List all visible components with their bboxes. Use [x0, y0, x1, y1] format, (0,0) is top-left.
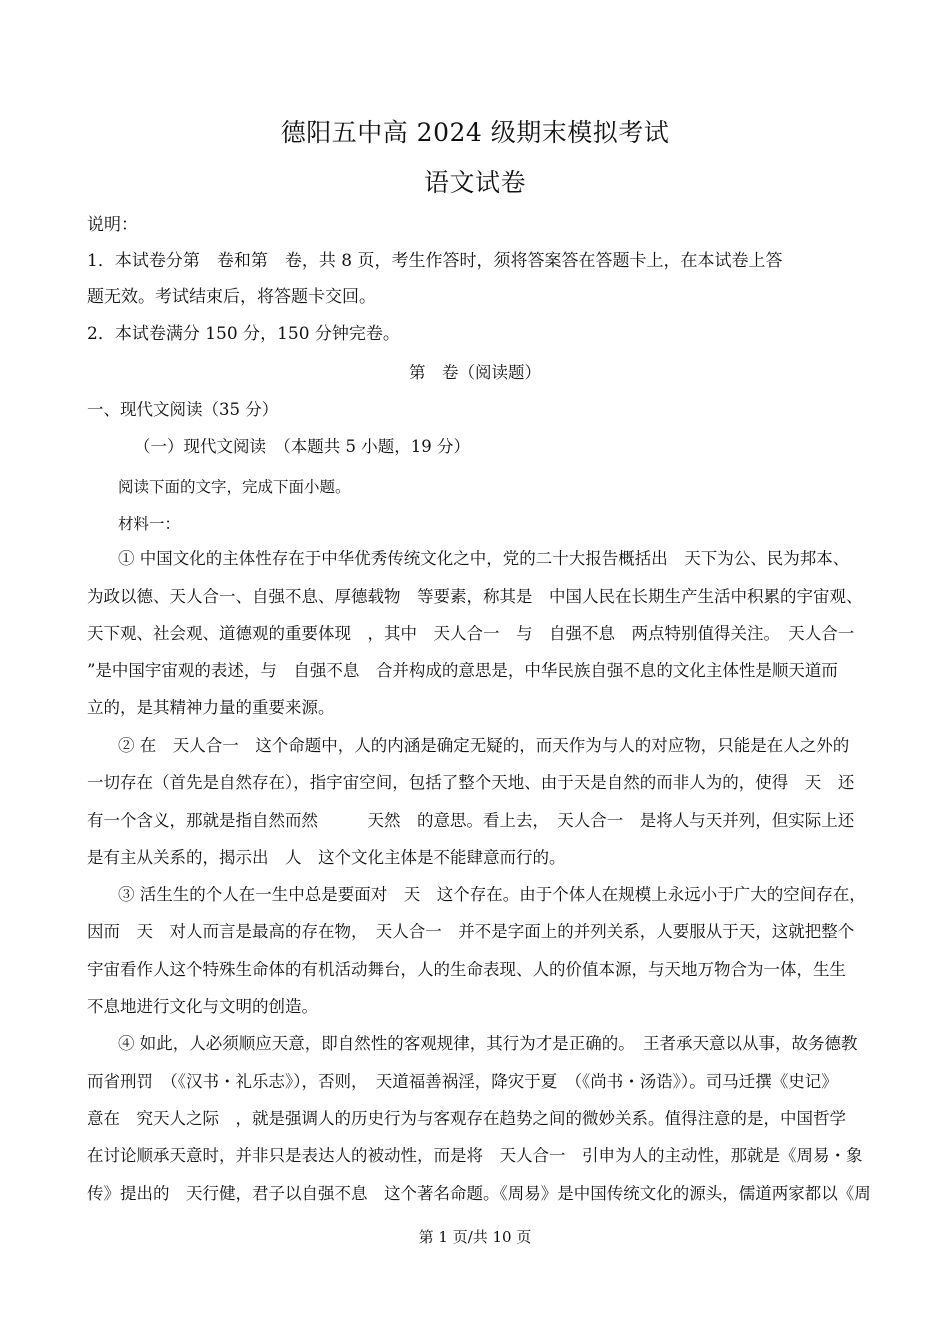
reading-instruction: 阅读下面的文字，完成下面小题。	[118, 478, 351, 496]
passage-line: 是有主从关系的，揭示出 人 这个文化主体是不能肆意而行的。	[87, 848, 566, 867]
notes-item-1-line-1: 1．本试卷分第 卷和第 卷，共 8 页，考生作答时，须将答案答在答题卡上，在本试卷上答	[87, 251, 783, 271]
passage-line: 有一个含义，那就是指自然而然 天然 的意思。看上去， 天人合一 是将人与天并列，但实际上还	[87, 811, 855, 830]
passage-line: 为政以德、天人合一、自强不息、厚德载物 等要素，称其是 中国人民在长期生产生活中积累的宇宙观、	[87, 587, 863, 606]
page-number: 第 1 页/共 10 页	[418, 1228, 532, 1246]
notes-item-2: 2．本试卷满分 150 分，150 分钟完卷。	[87, 324, 400, 344]
passage-line: ① 中国文化的主体性存在于中华优秀传统文化之中，党的二十大报告概括出 天下为公、民为邦本、	[118, 549, 850, 568]
passage-line: ③ 活生生的个人在一生中总是要面对 天 这个存在。由于个体人在规模上永远小于广大的空间存在，	[118, 885, 866, 904]
passage-line: 在讨论顺承天意时，并非只是表达人的被动性，而是将 天人合一 引申为人的主动性，那就是《周易・象	[87, 1146, 863, 1165]
material-label: 材料一：	[118, 515, 181, 533]
part-title: 第 卷（阅读题）	[409, 363, 541, 382]
passage-line: 一切存在（首先是自然存在），指宇宙空间，包括了整个天地、由于天是自然的而非人为的，使得 天 还	[87, 773, 855, 792]
passage-line: ② 在 天人合一 这个命题中，人的内涵是确定无疑的，而天作为与人的对应物，只能是在人之外的	[118, 736, 850, 755]
passage-line: ”是中国宇宙观的表述，与 自强不息 合并构成的意思是，中华民族自强不息的文化主体性是顺天道而	[87, 661, 838, 680]
section-subheading: （一）现代文阅读 （本题共 5 小题，19 分）	[134, 437, 470, 456]
section-heading: 一、现代文阅读（35 分）	[87, 400, 279, 419]
passage-line: 不息地进行文化与文明的创造。	[87, 997, 318, 1016]
passage-line: 而省刑罚 （《汉书・礼乐志》），否则， 天道福善祸淫，降灾于夏 （《尚书・汤诰》）。司马迁撰《史记》	[87, 1072, 838, 1091]
notes-item-1-line-2: 题无效。考试结束后，将答题卡交回。	[87, 287, 376, 307]
passage-line: ④ 如此，人必须顺应天意，即自然性的客观规律，其行为才是正确的。 王者承天意以从事，故务德教	[118, 1034, 858, 1053]
passage-line: 立的，是其精神力量的重要来源。	[87, 698, 335, 717]
passage-line: 意在 究天人之际 ，就是强调人的历史行为与客观存在趋势之间的微妙关系。值得注意的是，中国哲学	[87, 1109, 846, 1128]
passage-line: 天下观、社会观、道德观的重要体现 ，其中 天人合一 与 自强不息 两点特别值得关注。 天人合一	[87, 624, 855, 643]
notes-heading: 说明：	[87, 215, 138, 235]
exam-title: 德阳五中高 2024 级期末模拟考试	[280, 118, 670, 147]
passage-line: 传》提出的 天行健，君子以自强不息 这个著名命题。《周易》是中国传统文化的源头，儒道两家都以《周	[87, 1184, 871, 1203]
passage-line: 宇宙看作人这个特殊生命体的有机活动舞台，人的生命表现、人的价值本源，与天地万物合为一体，生生	[87, 960, 846, 979]
exam-subtitle: 语文试卷	[423, 168, 526, 197]
passage-line: 因而 天 对人而言是最高的存在物， 天人合一 并不是字面上的并列关系，人要服从于天，这就把整个	[87, 922, 855, 941]
